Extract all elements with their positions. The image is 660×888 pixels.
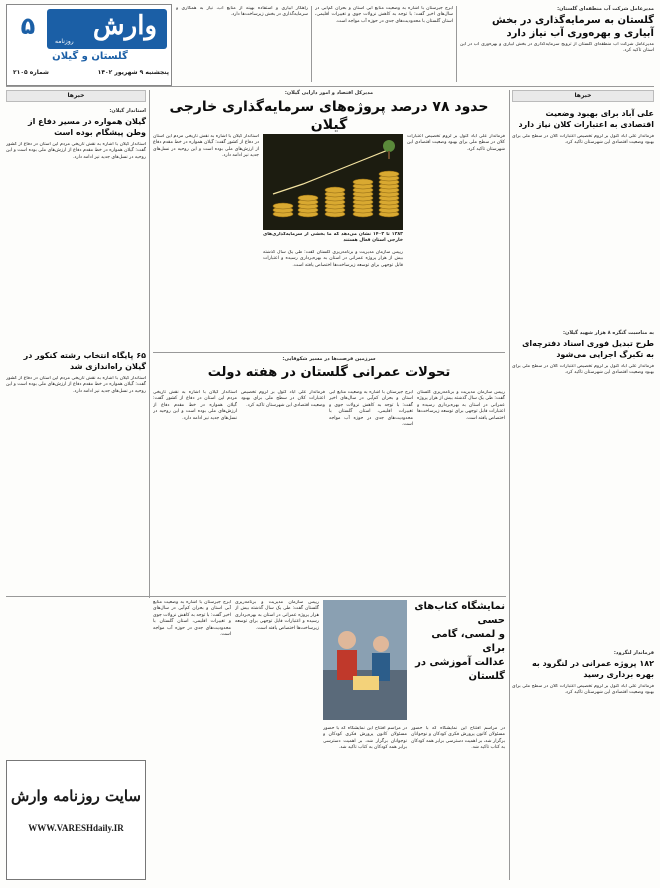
story-body: فرماندار علی آباد کتول بر لزوم تخصیص اعتبارات کلان در سطح ملی برای بهبود وضعیت اقتصادی این شهرستان تاکید کرد. (241, 390, 325, 408)
divider (6, 86, 654, 87)
issue-label: شماره ۲۱۰۵ (13, 69, 49, 76)
story-body: در مراسم افتتاح این نمایشگاه که با حضور مسئولان کانون پرورش فکری کودکان و نوجوانان برگزار شد، بر اهمیت دسترسی برابر همه کودکان به کتاب تاکید شد. (411, 726, 505, 751)
story-body: ابرج جیرستان با اشاره به وضعیت منابع آبی استان و بحران کم‌آبی در سال‌های اخیر گفت: با توجه به کاهش نزولات جوی و تغییرات اقلیمی، استان گلستان با محدودیت‌های جدی در حوزه آب مواجه است. (329, 390, 413, 428)
story-body: فرماندار علی آباد کتول بر لزوم تخصیص اعتبارات کلان در سطح ملی برای بهبود وضعیت اقتصادی این شهرستان تاکید کرد. (407, 134, 505, 152)
story-body: رییس سازمان مدیریت و برنامه‌ریزی گلستان گفت: طی یک سال گذشته بیش از هزار پروژه عمرانی در استان به بهره‌برداری رسیده و اعتبارات قابل توجهی برای توسعه زیرساخت‌ها اختصاص یافته است. (417, 390, 505, 421)
story-title: حدود ۷۸ درصد پروژه‌های سرمایه‌گذاری خارجی گیلان (169, 99, 489, 133)
divider (509, 90, 510, 880)
bottom-headline-block (411, 600, 505, 720)
left-column (6, 90, 146, 590)
story-kicker: سرزمین فرصت‌ها در مسیر شکوفایی: (282, 356, 376, 362)
story-body: ابرج جیرستان با اشاره به وضعیت منابع آبی استان و بحران کم‌آبی در سال‌های اخیر گفت: با توجه به کاهش نزولات جوی و تغییرات اقلیمی، استان گلستان با محدودیت‌های جدی در حوزه آب مواجه است. (153, 600, 231, 638)
story-body: استاندار گیلان با اشاره به نقش تاریخی مردم این استان در دفاع از کشور گفت: گیلان همواره در خط مقدم دفاع از ارزش‌های ملی بوده است و این روحیه در نسل‌های جدید نیز ادامه دارد. (153, 134, 259, 159)
item-title: ۶۵ پایگاه انتخاب رشته کنکور در گیلان راه‌اندازی شد (23, 351, 146, 371)
photo-caption: ۱۳۸۳ تا ۱۴۰۳ نشان می‌دهد که ما بخشی از سرمایه‌گذاری‌های خارجی استان فعال هستند (263, 232, 403, 244)
item-body: فرماندار علی آباد کتول بر لزوم تخصیص اعتبارات کلان در سطح ملی برای بهبود وضعیت اقتصادی این شهرستان تاکید کرد. (512, 684, 654, 696)
item-kicker: فرماندار لنگرود: (613, 650, 654, 656)
story-title: نمایشگاه کتاب‌های حسی (414, 601, 505, 626)
top-right-story (460, 6, 654, 82)
section-header: خبرها (512, 90, 654, 102)
item-title: ۱۸۲ پروژه عمرانی در لنگرود به بهره برداری رسید (531, 659, 654, 679)
coins-illustration (263, 134, 403, 230)
logo (47, 9, 167, 49)
story-title: و لمسی، گامی برای (431, 629, 505, 654)
item-title: علی آباد برای بهبود وضعیت اقتصادی به اعتبارات کلان نیاز دارد (518, 109, 654, 129)
item-body: استاندار گیلان با اشاره به نقش تاریخی مردم این استان در دفاع از کشور گفت: گیلان همواره در خط مقدم دفاع از ارزش‌های ملی بوده است و این روحیه در نسل‌های جدید نیز ادامه دارد. (6, 376, 146, 394)
masthead (6, 4, 172, 86)
section-header: خبرها (6, 90, 146, 102)
story-body: رییس سازمان مدیریت و برنامه‌ریزی گلستان گفت: طی یک سال گذشته بیش از هزار پروژه عمرانی در استان به بهره‌برداری رسیده و اعتبارات قابل توجهی برای توسعه زیرساخت‌ها اختصاص یافته است. (235, 600, 319, 631)
story-title: عدالت آموزشی در گلستان (415, 657, 505, 682)
item-title: طرح تبدیل فوری اسناد دفترچه‌ای به تکبرگ اجرایی می‌شود (522, 339, 654, 359)
bottom-story (153, 600, 505, 880)
story-title: گلستان به سرمایه‌گذاری در بخش آبیاری و بهره‌وری آب نیاز دارد (492, 15, 654, 39)
site-ad[interactable] (6, 760, 146, 880)
kids-illustration (323, 600, 407, 720)
second-story (153, 356, 505, 590)
story-body: در مراسم افتتاح این نمایشگاه که با حضور مسئولان کانون پرورش فکری کودکان و نوجوانان برگزار شد، بر اهمیت دسترسی برابر همه کودکان به کتاب تاکید شد. (323, 726, 407, 751)
lead-story (153, 90, 505, 350)
region-label: گلستان و گیلان (52, 51, 128, 62)
ad-url[interactable]: WWW.VARESHdaily.IR (28, 823, 124, 833)
coins-photo (263, 134, 403, 230)
date-label: پنجشنبه ۹ شهریور ۱۴۰۲ (97, 69, 169, 76)
page-number: ۵ (20, 12, 36, 40)
story-kicker: مدیرعامل شرکت آب منطقه‌ای گلستان: (557, 6, 654, 12)
divider (149, 90, 150, 598)
story-body: رییس سازمان مدیریت و برنامه‌ریزی گلستان گفت: طی یک سال گذشته بیش از هزار پروژه عمرانی در استان به بهره‌برداری رسیده و اعتبارات قابل توجهی برای توسعه زیرساخت‌ها اختصاص یافته است. (263, 250, 403, 268)
story-kicker: مدیرکل اقتصاد و امور دارایی گیلان: (284, 90, 374, 96)
logo-word: وارش (92, 11, 157, 41)
item-body: استاندار گیلان با اشاره به نقش تاریخی مردم این استان در دفاع از کشور گفت: گیلان همواره در خط مقدم دفاع از ارزش‌های ملی بوده است و این روحیه در نسل‌های جدید نیز ادامه دارد. (6, 142, 146, 160)
ad-title: سایت روزنامه وارش (10, 787, 141, 805)
story-body: استاندار گیلان با اشاره به نقش تاریخی مردم این استان در دفاع از کشور گفت: گیلان همواره در خط مقدم دفاع از ارزش‌های ملی بوده است و این روحیه در نسل‌های جدید نیز ادامه دارد. (153, 390, 237, 421)
divider (153, 352, 505, 353)
kids-photo (323, 600, 407, 720)
item-body: فرماندار علی آباد کتول بر لزوم تخصیص اعتبارات کلان در سطح ملی برای بهبود وضعیت اقتصادی این شهرستان تاکید کرد. (512, 364, 654, 376)
logo-small: روزنامه (55, 38, 74, 45)
item-kicker: به مناسبت گنگره ۸ هزار شهید گیلان: (563, 330, 654, 336)
right-column (512, 90, 654, 880)
divider (456, 6, 457, 82)
divider (311, 6, 312, 82)
item-body: فرماندار علی آباد کتول بر لزوم تخصیص اعتبارات کلان در سطح ملی برای بهبود وضعیت اقتصادی این شهرستان تاکید کرد. (512, 134, 654, 146)
story-title: تحولات عمرانی گلستان در هفته دولت (207, 365, 451, 380)
divider (6, 596, 506, 597)
top-left-text: راهکار آبیاری و استفاده بهینه از منابع آب، نیاز به همکاری و سرمایه‌گذاری در بخش زیرساخت‌ها دارد. (176, 6, 308, 18)
item-title: گیلان همواره در مسیر دفاع از وطن پیشگام بوده است (28, 117, 146, 137)
top-middle-text: ابرج جیرستان با اشاره به وضعیت منابع آبی استان و بحران کم‌آبی در سال‌های اخیر گفت: با توجه به کاهش نزولات جوی و تغییرات اقلیمی، استان گلستان با محدودیت‌های جدی در حوزه آب مواجه است. (315, 6, 453, 24)
story-lead: مدیرعامل شرکت آب منطقه‌ای گلستان از ترویج سرمایه‌گذاری در بخش آبیاری و بهره‌وری آب در این استان تاکید کرد. (460, 42, 654, 54)
item-kicker: استاندار گیلان: (109, 108, 146, 114)
